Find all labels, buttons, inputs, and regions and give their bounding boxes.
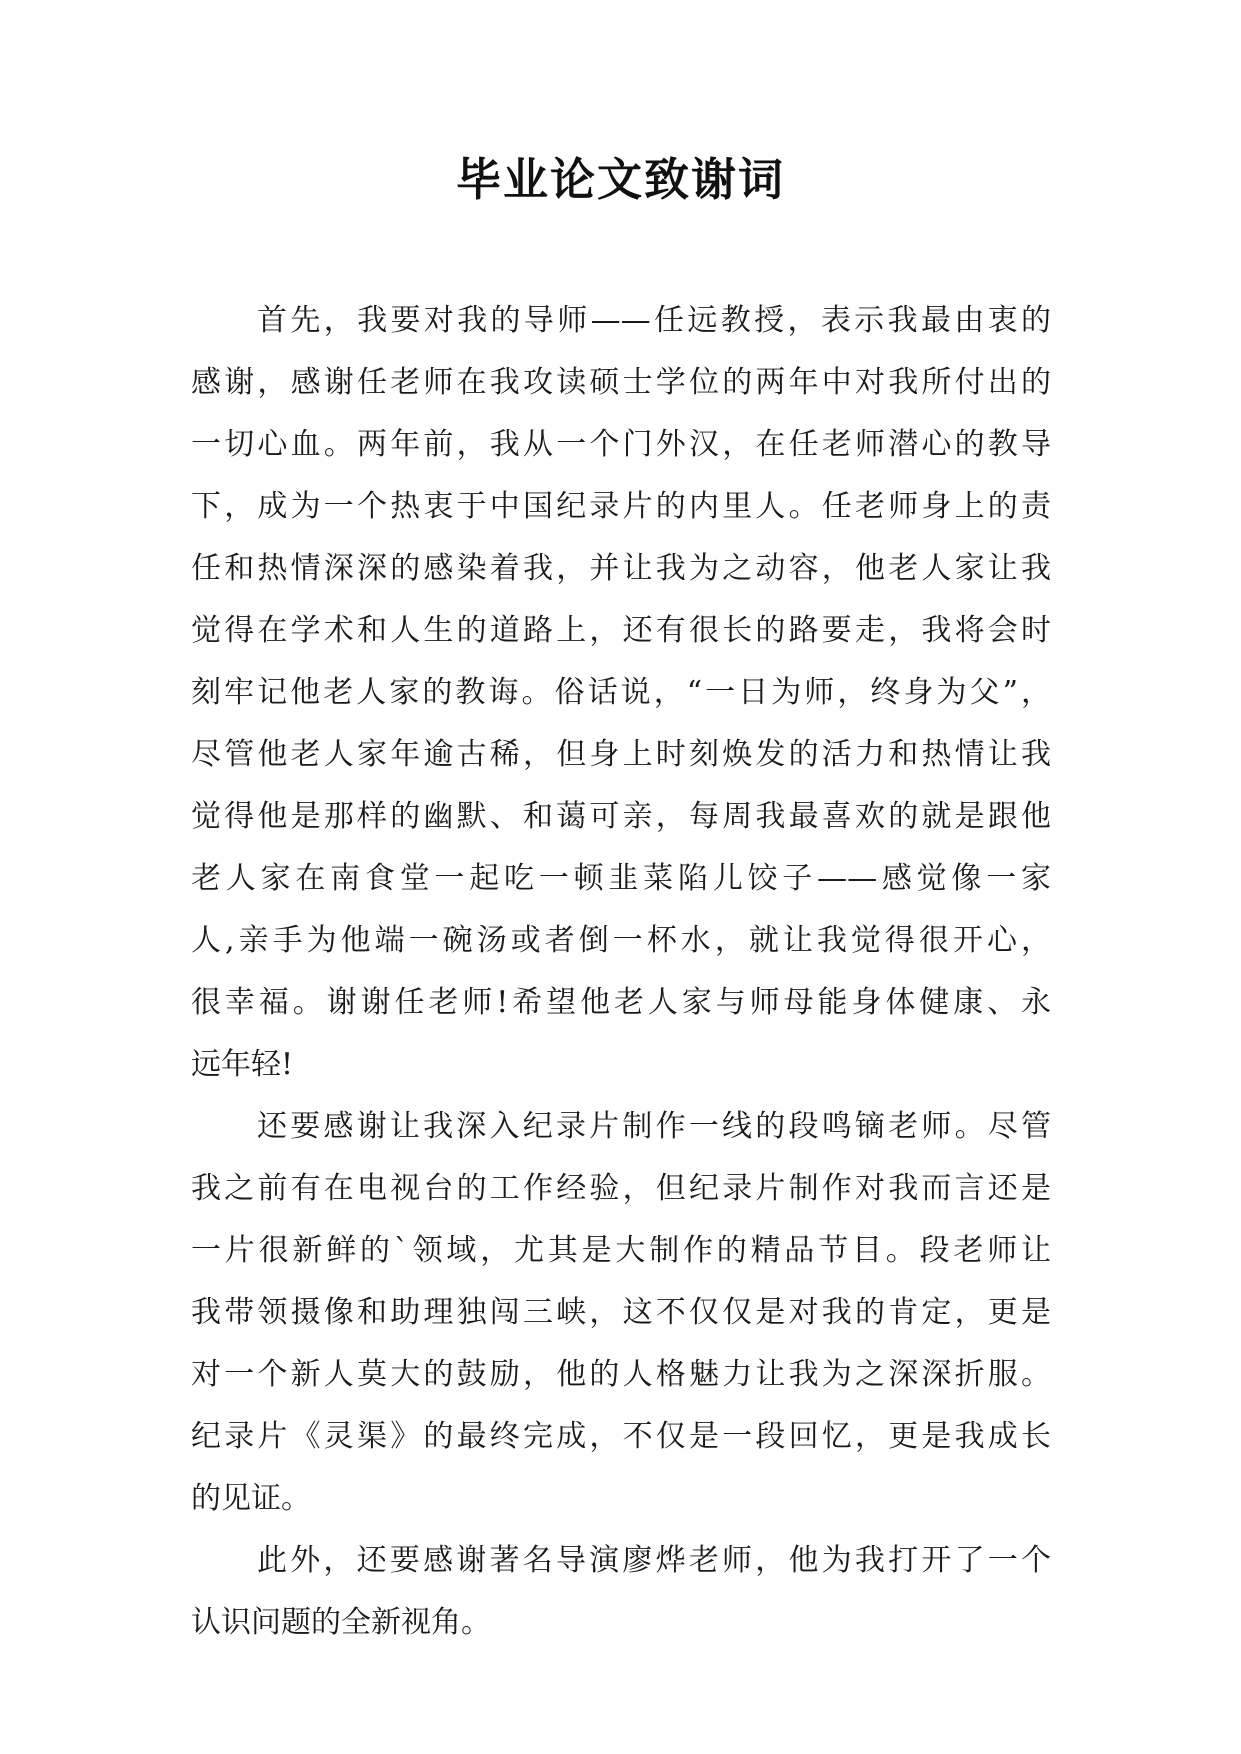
paragraph-line: 尽管他老人家年逾古稀，但身上时刻焕发的活力和热情让我 [191, 737, 1051, 772]
paragraph-line: 很幸福。谢谢任老师!希望他老人家与师母能身体健康、永 [191, 985, 1051, 1020]
paragraph-3 [191, 1530, 1051, 1654]
paragraph-1 [191, 290, 1051, 1096]
paragraph-line: 一切心血。两年前，我从一个门外汉，在任老师潜心的教导 [191, 427, 1051, 462]
document-title: 毕业论文致谢词 [455, 153, 785, 206]
paragraph-line: 对一个新人莫大的鼓励，他的人格魅力让我为之深深折服。 [191, 1357, 1051, 1392]
paragraph-line: 的见证。 [191, 1481, 311, 1516]
document-body [191, 290, 1051, 1654]
paragraph-line: 认识问题的全新视角。 [191, 1605, 491, 1640]
paragraph-line: 纪录片《灵渠》的最终完成，不仅是一段回忆，更是我成长 [191, 1419, 1051, 1454]
paragraph-line: 此外，还要感谢著名导演廖烨老师，他为我打开了一个 [257, 1543, 1051, 1578]
paragraph-line: 老人家在南食堂一起吃一顿韭菜陷儿饺子——感觉像一家 [191, 861, 1051, 896]
paragraph-line: 下，成为一个热衷于中国纪录片的内里人。任老师身上的责 [191, 489, 1051, 524]
paragraph-line: 远年轻! [191, 1047, 294, 1082]
paragraph-line: 我带领摄像和助理独闯三峡，这不仅仅是对我的肯定，更是 [191, 1295, 1051, 1330]
paragraph-line: 首先，我要对我的导师——任远教授，表示我最由衷的 [257, 303, 1051, 338]
paragraph-line: 觉得他是那样的幽默、和蔼可亲，每周我最喜欢的就是跟他 [191, 799, 1051, 834]
paragraph-line: 刻牢记他老人家的教诲。俗话说，“一日为师，终身为父”， [191, 675, 1051, 710]
paragraph-line: 我之前有在电视台的工作经验，但纪录片制作对我而言还是 [191, 1171, 1051, 1206]
paragraph-line: 一片很新鲜的`领域，尤其是大制作的精品节目。段老师让 [191, 1233, 1051, 1268]
paragraph-line: 觉得在学术和人生的道路上，还有很长的路要走，我将会时 [191, 613, 1051, 648]
paragraph-line: 感谢，感谢任老师在我攻读硕士学位的两年中对我所付出的 [191, 365, 1051, 400]
paragraph-2 [191, 1096, 1051, 1530]
paragraph-line: 人,亲手为他端一碗汤或者倒一杯水，就让我觉得很开心， [191, 923, 1051, 958]
paragraph-line: 还要感谢让我深入纪录片制作一线的段鸣镝老师。尽管 [257, 1109, 1051, 1144]
paragraph-line: 任和热情深深的感染着我，并让我为之动容，他老人家让我 [191, 551, 1051, 586]
